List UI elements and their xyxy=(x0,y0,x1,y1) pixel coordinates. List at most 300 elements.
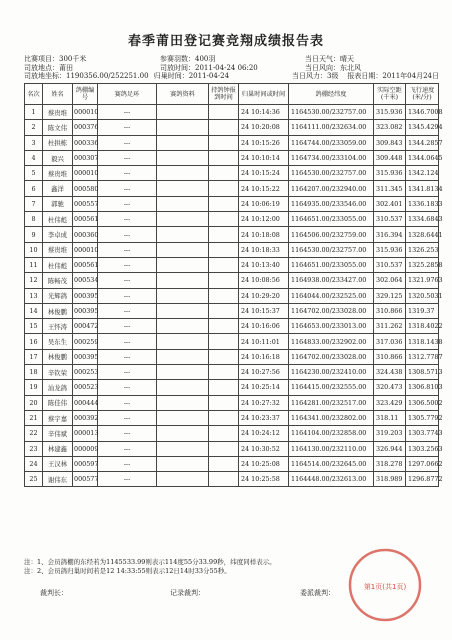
wind-force-text: 当日风力：3级 xyxy=(291,72,339,81)
table-cell: --- xyxy=(98,395,157,410)
table-cell: 302.401 xyxy=(374,196,406,211)
table-cell: 17 xyxy=(25,349,43,364)
table-cell: 21 xyxy=(25,410,43,425)
table-cell: 1336.1833 xyxy=(406,196,439,211)
table-cell xyxy=(157,288,209,303)
table-cell: 1325.2858 xyxy=(406,257,439,272)
table-cell: 000010 xyxy=(73,166,98,181)
meta-return-time: 归巢时间：2011-04-24 xyxy=(153,72,230,81)
meta-row xyxy=(24,72,439,81)
table-cell xyxy=(157,212,209,227)
table-cell: 1164341.00/232802.00 xyxy=(289,410,374,425)
table-cell: 316.394 xyxy=(374,227,406,242)
table-cell: 000395 xyxy=(73,288,98,303)
table-cell: 13 xyxy=(25,288,43,303)
table-cell: 1318.4022 xyxy=(406,319,439,334)
table-cell: 24 10:15:26 xyxy=(239,135,289,150)
table-cell: 1164734.00/233104.00 xyxy=(289,150,374,165)
table-row xyxy=(25,135,439,150)
table-cell: --- xyxy=(98,334,157,349)
table-row xyxy=(25,120,439,135)
table-cell: 1345.4294 xyxy=(406,120,439,135)
table-row xyxy=(25,380,439,395)
table-cell: --- xyxy=(98,319,157,334)
table-cell: 310.537 xyxy=(374,212,406,227)
table-cell: 000259 xyxy=(73,334,98,349)
table-cell: 320.473 xyxy=(374,380,406,395)
meta-count: 参赛羽数：400羽 xyxy=(160,55,216,63)
table-cell: 24 10:16:18 xyxy=(239,349,289,364)
table-cell: 林建鑫 xyxy=(43,441,73,456)
table-cell: 1344.2857 xyxy=(406,135,439,150)
table-cell: 18 xyxy=(25,365,43,380)
table-cell: 24 10:16:06 xyxy=(239,319,289,334)
meta-location: 司放地点：莆田 xyxy=(24,63,73,72)
table-cell: 林俊鹏 xyxy=(43,303,73,318)
table-cell xyxy=(157,273,209,288)
table-cell: 1164702.00/233028.00 xyxy=(289,349,374,364)
table-cell xyxy=(209,334,239,349)
table-cell: 315.936 xyxy=(374,166,406,181)
table-cell: 1164938.00/233427.00 xyxy=(289,273,374,288)
table-cell xyxy=(209,365,239,380)
table-cell: 1164130.00/232110.00 xyxy=(289,441,374,456)
table-cell xyxy=(157,242,209,257)
table-cell xyxy=(157,227,209,242)
recorder-label: 记录裁判： xyxy=(170,589,205,597)
table-cell: 10 xyxy=(25,242,43,257)
table-cell xyxy=(209,380,239,395)
table-cell: 24 10:12:00 xyxy=(239,212,289,227)
table-cell: 24 10:18:33 xyxy=(239,242,289,257)
table-cell: 000009 xyxy=(73,441,98,456)
table-cell: 000561 xyxy=(73,257,98,272)
table-cell: 鑫洋 xyxy=(43,181,73,196)
table-cell: 2 xyxy=(25,120,43,135)
table-row xyxy=(25,257,439,272)
note-2: 注：2、会员鸽归巢时间若是12 14:33:55则表示12日14时33分55秒。 xyxy=(24,567,231,575)
table-cell: 1164104.00/232858.00 xyxy=(289,426,374,441)
table-row xyxy=(25,196,439,211)
table-cell: 1321.9763 xyxy=(406,273,439,288)
table-cell: 辛伟斌 xyxy=(43,426,73,441)
table-cell: 19 xyxy=(25,380,43,395)
table-cell: --- xyxy=(98,426,157,441)
table-row xyxy=(25,410,439,425)
table-cell: 1303.7743 xyxy=(406,426,439,441)
table-row xyxy=(25,303,439,318)
table-cell xyxy=(157,441,209,456)
table-cell xyxy=(157,257,209,272)
table-cell: --- xyxy=(98,456,157,471)
meta-event: 比赛项目：300千米 xyxy=(24,55,87,63)
table-cell xyxy=(209,349,239,364)
table-cell: 1164281.00/232517.00 xyxy=(289,395,374,410)
table-cell: 1164530.00/232757.00 xyxy=(289,242,374,257)
table-cell: --- xyxy=(98,273,157,288)
table-cell: 000395 xyxy=(73,303,98,318)
table-cell: --- xyxy=(98,150,157,165)
table-cell: 000392 xyxy=(73,410,98,425)
table-cell: 318.11 xyxy=(374,410,406,425)
table-cell: 1328.6441 xyxy=(406,227,439,242)
table-cell xyxy=(157,120,209,135)
table-cell: 1 xyxy=(25,105,43,120)
table-cell: 24 10:27:32 xyxy=(239,395,289,410)
table-cell: 24 10:11:01 xyxy=(239,334,289,349)
meta-weather: 当日天气：晴天 xyxy=(305,55,354,63)
table-cell xyxy=(209,181,239,196)
table-cell: 24 10:15:24 xyxy=(239,166,289,181)
table-cell: --- xyxy=(98,410,157,425)
table-cell xyxy=(157,334,209,349)
table-row xyxy=(25,227,439,242)
table-row xyxy=(25,349,439,364)
table-cell xyxy=(209,120,239,135)
table-row xyxy=(25,242,439,257)
table-row xyxy=(25,181,439,196)
column-header: 赛鸽资料 xyxy=(157,84,209,105)
table-cell xyxy=(209,426,239,441)
table-cell: 7 xyxy=(25,196,43,211)
committee-label: 委派裁判： xyxy=(300,589,335,597)
table-row xyxy=(25,319,439,334)
table-cell: 20 xyxy=(25,395,43,410)
table-cell: 000597 xyxy=(73,456,98,471)
table-cell: 1319.37 xyxy=(406,303,439,318)
table-cell: 1320.5031 xyxy=(406,288,439,303)
table-cell: 杜拱栋 xyxy=(43,135,73,150)
table-cell: 12 xyxy=(25,273,43,288)
table-cell: 000336 xyxy=(73,135,98,150)
table-cell: 1342.124 xyxy=(406,166,439,181)
table-row xyxy=(25,166,439,181)
table-cell: --- xyxy=(98,472,157,487)
results-table xyxy=(24,83,443,487)
table-cell: --- xyxy=(98,257,157,272)
column-header: 赛鸽足环 xyxy=(98,84,157,105)
table-cell: 1164651.00/233055.00 xyxy=(289,257,374,272)
column-header: 姓名 xyxy=(43,84,73,105)
table-cell: 1164653.00/233013.00 xyxy=(289,319,374,334)
table-cell: 1164230.00/232410.00 xyxy=(289,365,374,380)
table-cell xyxy=(209,472,239,487)
table-cell: 24 10:08:56 xyxy=(239,273,289,288)
table-cell xyxy=(157,166,209,181)
table-cell xyxy=(157,349,209,364)
table-cell xyxy=(157,135,209,150)
table-cell xyxy=(209,242,239,257)
table-cell: 309.843 xyxy=(374,135,406,150)
table-cell: 309.448 xyxy=(374,150,406,165)
table-row xyxy=(25,472,439,487)
table-cell: 24 10:15:37 xyxy=(239,303,289,318)
table-cell: 吴东生 xyxy=(43,334,73,349)
table-row xyxy=(25,334,439,349)
note-1: 注：1、会员鸽棚的东经若为1145533.99则表示114度55分33.99秒，纬度同样表示。 xyxy=(24,558,276,566)
table-cell: 16 xyxy=(25,334,43,349)
table-cell: 24 10:14:36 xyxy=(239,105,289,120)
table-cell: 辛钦荣 xyxy=(43,365,73,380)
table-cell: 000360 xyxy=(73,227,98,242)
table-cell: --- xyxy=(98,242,157,257)
table-cell: 319.203 xyxy=(374,426,406,441)
table-cell: --- xyxy=(98,212,157,227)
table-cell: 1164651.00/233055.00 xyxy=(289,212,374,227)
table-cell: 蔡贵堆 xyxy=(43,242,73,257)
column-header: 鸽棚经纬度 xyxy=(289,84,374,105)
table-cell xyxy=(209,227,239,242)
meta-wind-direction: 当日风向：东北风 xyxy=(305,63,361,72)
table-cell: 1326.253 xyxy=(406,242,439,257)
table-cell: 000395 xyxy=(73,349,98,364)
table-cell xyxy=(157,365,209,380)
table-cell xyxy=(157,456,209,471)
table-cell: 24 10:23:37 xyxy=(239,410,289,425)
table-cell: 郭驰 xyxy=(43,196,73,211)
table-cell: 1297.0662 xyxy=(406,456,439,471)
table-cell: 329.125 xyxy=(374,288,406,303)
table-row xyxy=(25,365,439,380)
table-cell xyxy=(157,105,209,120)
table-cell: 24 10:30:52 xyxy=(239,441,289,456)
table-cell: --- xyxy=(98,196,157,211)
table-cell: 000580 xyxy=(73,181,98,196)
table-cell xyxy=(209,288,239,303)
table-cell: 8 xyxy=(25,212,43,227)
table-cell: 1305.7792 xyxy=(406,410,439,425)
table-cell: 24 10:13:40 xyxy=(239,257,289,272)
table-cell: --- xyxy=(98,166,157,181)
table-cell xyxy=(209,212,239,227)
table-cell: 杜伟彪 xyxy=(43,212,73,227)
table-cell: 318.278 xyxy=(374,456,406,471)
table-cell: 1164744.00/233059.00 xyxy=(289,135,374,150)
table-cell: --- xyxy=(98,303,157,318)
report-date: 报表日期：2011年04月24日 xyxy=(347,72,439,81)
table-cell: 4 xyxy=(25,150,43,165)
table-cell: 318.989 xyxy=(374,472,406,487)
table-cell: 1164833.00/232902.00 xyxy=(289,334,374,349)
table-cell: 蔡贵堆 xyxy=(43,166,73,181)
table-cell xyxy=(157,410,209,425)
table-row xyxy=(25,426,439,441)
table-cell: 000376 xyxy=(73,120,98,135)
table-row xyxy=(25,441,439,456)
table-cell xyxy=(157,472,209,487)
table-cell xyxy=(209,395,239,410)
report-title: 春季莆田登记赛竞翔成绩报告表 xyxy=(127,34,324,49)
table-cell: 24 10:25:58 xyxy=(239,472,289,487)
table-cell: 1164514.00/232645.00 xyxy=(289,456,374,471)
table-cell: 000010 xyxy=(73,105,98,120)
table-cell: 24 10:25:08 xyxy=(239,456,289,471)
table-cell: 24 10:15:22 xyxy=(239,181,289,196)
table-cell: --- xyxy=(98,181,157,196)
table-row xyxy=(25,105,439,120)
table-cell: 24 10:06:19 xyxy=(239,196,289,211)
table-cell xyxy=(157,303,209,318)
column-header: 持鸽钟报到时间 xyxy=(209,84,239,105)
table-cell: 315.936 xyxy=(374,105,406,120)
table-cell: 1306.8103 xyxy=(406,380,439,395)
meta-coords: 司放地坐标：1190356.00/252251.00 xyxy=(24,72,149,81)
table-cell: 000534 xyxy=(73,273,98,288)
column-header: 飞行速度(米/分) xyxy=(406,84,439,105)
table-cell: 311.262 xyxy=(374,319,406,334)
table-cell: 1341.8134 xyxy=(406,181,439,196)
table-cell: 5 xyxy=(25,166,43,181)
table-cell: 302.064 xyxy=(374,273,406,288)
table-cell: 324.438 xyxy=(374,365,406,380)
table-cell: 24 xyxy=(25,456,43,471)
table-cell: 23 xyxy=(25,441,43,456)
table-cell: --- xyxy=(98,120,157,135)
table-cell: 323.429 xyxy=(374,395,406,410)
table-cell: 1318.1438 xyxy=(406,334,439,349)
table-cell: --- xyxy=(98,227,157,242)
table-cell xyxy=(157,196,209,211)
table-cell: --- xyxy=(98,135,157,150)
table-row xyxy=(25,456,439,471)
table-cell: 315.936 xyxy=(374,242,406,257)
table-cell: 1164044.00/232525.00 xyxy=(289,288,374,303)
table-cell: 1346.7008 xyxy=(406,105,439,120)
table-cell xyxy=(157,181,209,196)
table-cell xyxy=(209,273,239,288)
table-cell: 24 10:29:20 xyxy=(239,288,289,303)
table-cell xyxy=(209,441,239,456)
table-cell: 24 10:24:12 xyxy=(239,426,289,441)
table-cell: 000444 xyxy=(73,395,98,410)
table-cell xyxy=(209,456,239,471)
table-cell: 000010 xyxy=(73,242,98,257)
table-cell: 24 10:27:56 xyxy=(239,365,289,380)
table-cell: 1164448.00/232613.00 xyxy=(289,472,374,487)
table-cell: 1164530.00/232757.00 xyxy=(289,105,374,120)
page-indicator: 第1页(共1页) xyxy=(363,583,407,591)
table-cell: 25 xyxy=(25,472,43,487)
table-cell xyxy=(209,196,239,211)
table-cell xyxy=(157,380,209,395)
table-cell: 杜伟彪 xyxy=(43,257,73,272)
table-cell xyxy=(209,410,239,425)
table-cell: 谢伟东 xyxy=(43,472,73,487)
table-cell: --- xyxy=(98,441,157,456)
table-cell: 1164702.00/233028.00 xyxy=(289,303,374,318)
table-cell: 1164506.00/232759.00 xyxy=(289,227,374,242)
table-header-row xyxy=(25,84,439,105)
meta-wind-force xyxy=(292,72,439,81)
table-cell: 陈畅茂 xyxy=(43,273,73,288)
table-cell: 15 xyxy=(25,319,43,334)
table-cell xyxy=(209,150,239,165)
table-cell: 1164530.00/232757.00 xyxy=(289,166,374,181)
table-cell xyxy=(209,105,239,120)
table-cell: --- xyxy=(98,288,157,303)
table-cell xyxy=(209,135,239,150)
column-header: 鸽棚编号 xyxy=(73,84,98,105)
table-cell xyxy=(209,303,239,318)
table-cell: 1303.2563 xyxy=(406,441,439,456)
table-cell: 310.537 xyxy=(374,257,406,272)
table-cell: 1334.6843 xyxy=(406,212,439,227)
table-cell: 1164207.00/232940.00 xyxy=(289,181,374,196)
table-cell: 000577 xyxy=(73,472,98,487)
table-cell: --- xyxy=(98,380,157,395)
table-cell: 1312.7787 xyxy=(406,349,439,364)
table-cell: 000472 xyxy=(73,319,98,334)
table-cell: 蔡宇嘉 xyxy=(43,410,73,425)
table-cell: 1306.5002 xyxy=(406,395,439,410)
table-cell: 311.345 xyxy=(374,181,406,196)
table-cell: 24 10:18:08 xyxy=(239,227,289,242)
table-cell xyxy=(209,257,239,272)
table-cell: 310.866 xyxy=(374,349,406,364)
meta-block xyxy=(24,55,439,81)
table-cell: 王汉林 xyxy=(43,456,73,471)
table-cell: 000561 xyxy=(73,212,98,227)
table-row xyxy=(25,288,439,303)
table-cell: 3 xyxy=(25,135,43,150)
table-cell: 326.944 xyxy=(374,441,406,456)
table-cell: 蔡贵堆 xyxy=(43,105,73,120)
table-cell: 6 xyxy=(25,181,43,196)
table-cell: 000557 xyxy=(73,196,98,211)
table-cell: 323.082 xyxy=(374,120,406,135)
table-cell xyxy=(157,426,209,441)
table-cell: 14 xyxy=(25,303,43,318)
table-cell: 1164415.00/232555.00 xyxy=(289,380,374,395)
table-cell: 王怀涛 xyxy=(43,319,73,334)
table-cell: 林俊鹏 xyxy=(43,349,73,364)
table-cell: --- xyxy=(98,349,157,364)
table-cell: 9 xyxy=(25,227,43,242)
meta-row xyxy=(24,64,439,73)
column-header: 归巢时间或时间 xyxy=(239,84,289,105)
table-row xyxy=(25,273,439,288)
table-row xyxy=(25,395,439,410)
table-row xyxy=(25,212,439,227)
table-cell: 1296.8772 xyxy=(406,472,439,487)
table-cell: 24 10:10:14 xyxy=(239,150,289,165)
table-cell: 1344.0645 xyxy=(406,150,439,165)
table-cell: 1308.5713 xyxy=(406,365,439,380)
table-cell xyxy=(157,150,209,165)
table-cell: 000253 xyxy=(73,365,98,380)
column-header: 名次 xyxy=(25,84,43,105)
table-cell: 24 10:25:14 xyxy=(239,380,289,395)
table-cell: 1164111.00/232634.00 xyxy=(289,120,374,135)
table-cell xyxy=(157,395,209,410)
table-row xyxy=(25,150,439,165)
table-cell xyxy=(157,319,209,334)
referee-label: 裁判长： xyxy=(40,589,68,597)
official-seal-stamp xyxy=(345,545,425,625)
table-body xyxy=(25,105,443,487)
table-cell: 000523 xyxy=(73,380,98,395)
table-cell: 11 xyxy=(25,257,43,272)
table-cell: 000013 xyxy=(73,426,98,441)
table-cell: 陈文伟 xyxy=(43,120,73,135)
table-cell: 317.036 xyxy=(374,334,406,349)
table-cell: 22 xyxy=(25,426,43,441)
table-cell: 陈佳伟 xyxy=(43,395,73,410)
table-cell: 24 10:20:08 xyxy=(239,120,289,135)
meta-row xyxy=(24,55,439,64)
table-cell: 光辉鸽 xyxy=(43,288,73,303)
table-cell: 毅兴 xyxy=(43,150,73,165)
